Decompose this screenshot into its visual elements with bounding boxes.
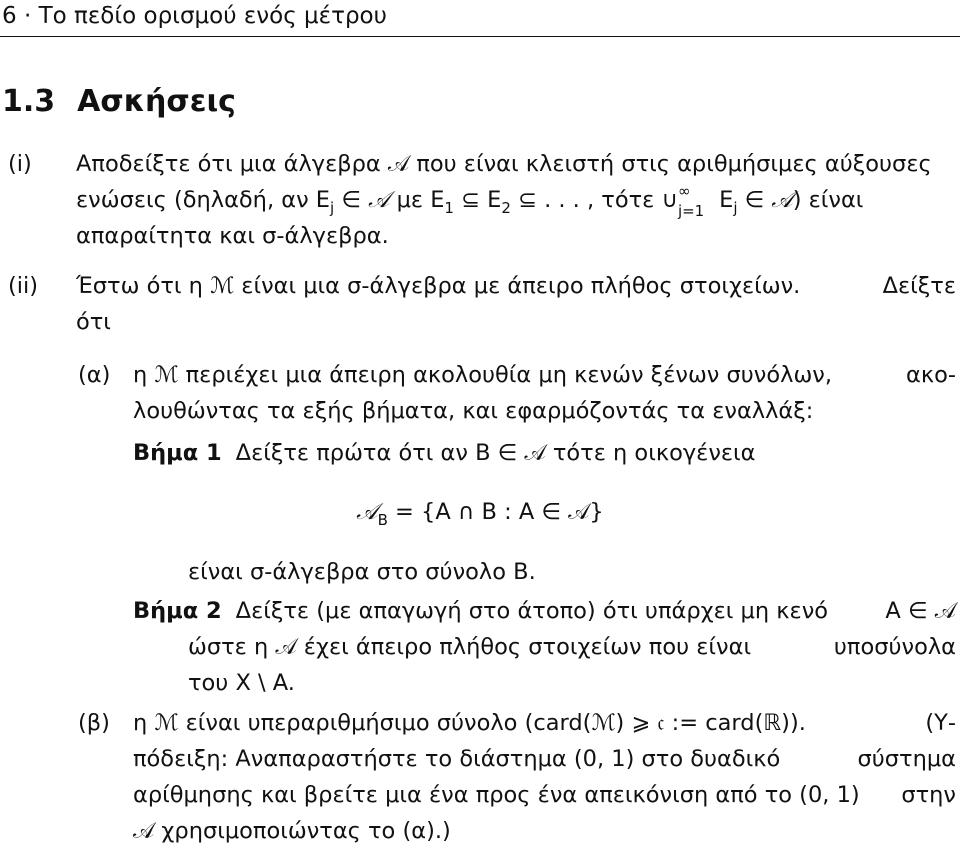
exercise-ii-line-1: [76, 268, 956, 304]
subseteq-symbol: ⊆: [461, 187, 480, 213]
display-equation: [0, 494, 960, 532]
part-beta-line-4: 𝒜 χρησιμοποιώντας το (α).): [133, 818, 451, 844]
part-beta-line-2: [133, 741, 956, 777]
exercise-i-text: [76, 146, 956, 254]
subscript-1: 1: [444, 199, 454, 217]
exercise-i-line-3: απαραίτητα και σ-άλγεβρα.: [76, 223, 389, 249]
text-run: η ℳ περιέχει μια άπειρη ακολουθία μη κενών ξένων συνόλων,: [133, 362, 833, 388]
section-heading: [2, 84, 236, 120]
text-run: στην: [901, 782, 956, 808]
step-2-continued: [188, 629, 956, 701]
part-beta-line-3: [133, 777, 956, 813]
step-2-label: Βήμα 2: [133, 598, 222, 624]
element-of-symbol: ∈: [341, 187, 361, 213]
text-run: με E: [396, 187, 445, 213]
step-2-line-3: του X \ A.: [188, 670, 295, 696]
equation-rhs: = {A ∩ B : A ∈ 𝒜}: [387, 499, 604, 525]
calligraphic-A: 𝒜: [356, 499, 378, 525]
exercise-i-line-1: Αποδείξτε ότι μια άλγεβρα 𝒜 που είναι κλειστή στις αριθμήσιμες αύξουσες: [76, 151, 932, 177]
set-E: E: [487, 187, 502, 213]
subscript-2: 2: [501, 199, 511, 217]
set-E: E: [719, 187, 734, 213]
subscript-j-equals-1: j=1: [677, 202, 705, 220]
step-1-after-text: είναι σ-άλγεβρα στο σύνολο B.: [188, 559, 536, 585]
text-run: Δείξτε: [882, 273, 956, 299]
text-run: υποσύνολα: [833, 634, 956, 660]
subscript-j: j: [330, 199, 335, 217]
header-rule: [0, 36, 960, 37]
text-run: πόδειξη: Αναπαραστήστε το διάστημα (0, 1) στο δυαδικό: [133, 746, 781, 772]
step-1-line: [133, 435, 956, 471]
step-1-label: Βήμα 1: [133, 440, 222, 466]
text-run: Δείξτε (με απαγωγή στο άτοπο) ότι υπάρχει μη κενό: [235, 598, 829, 624]
subscript-j: j: [733, 199, 738, 217]
part-beta-text: [133, 705, 956, 849]
exercise-ii-line-2: ότι: [76, 309, 111, 335]
text-run: ώστε η 𝒜 έχει άπειρο πλήθος στοιχείων που είναι: [188, 634, 752, 660]
element-of-symbol: ∈: [744, 187, 765, 213]
running-head: 6 · Το πεδίο ορισμού ενός μέτρου: [2, 3, 387, 29]
step-2-line-2: [188, 629, 956, 665]
part-alpha-line-1: [133, 357, 956, 393]
exercise-i-line-2: [76, 182, 956, 218]
text-run: η ℳ είναι υπεραριθμήσιμο σύνολο (card(ℳ) ⩾ 𝔠 := card(ℝ)).: [133, 710, 806, 736]
text-run: σύστημα: [857, 746, 956, 772]
step-2: [133, 593, 956, 629]
text-run: Έστω ότι η ℳ είναι μια σ-άλγεβρα με άπειρο πλήθος στοιχείων.: [76, 273, 801, 299]
step-1-conclusion: [188, 554, 956, 590]
step-1: [133, 435, 956, 471]
subscript-B: B: [377, 511, 388, 529]
text-run: A ∈ 𝒜: [885, 598, 956, 624]
part-beta-line-1: [133, 705, 956, 741]
exercise-ii-text: [76, 268, 956, 340]
text-run: ακο-: [906, 362, 956, 388]
step-1-text: Δείξτε πρώτα ότι αν B ∈ 𝒜 τότε η οικογένεια: [235, 440, 756, 466]
text-run: ) είναι: [792, 187, 864, 213]
text-run: (Υ-: [925, 710, 956, 736]
union-limits: [677, 182, 712, 220]
superscript-infinity: ∞: [677, 182, 691, 200]
calligraphic-A: 𝒜: [368, 187, 390, 213]
text-run: αρίθμησης και βρείτε μια ένα προς ένα απεικόνιση από το (0, 1): [133, 782, 860, 808]
text-run: ⊆ . . . , τότε ∪: [518, 187, 678, 213]
exercise-i-label: (i): [8, 151, 32, 177]
section-title: Ασκήσεις: [77, 84, 236, 119]
text-run: ενώσεις (δηλαδή, αν E: [76, 187, 331, 213]
calligraphic-A: 𝒜: [771, 187, 793, 213]
step-2-line-1: [133, 593, 956, 629]
part-alpha-line-2: λουθώντας τα εξής βήματα, και εφαρμόζοντάς τα εναλλάξ:: [133, 398, 814, 424]
part-beta-label: (β): [78, 710, 110, 736]
section-number: 1.3: [2, 84, 56, 119]
part-alpha-text: [133, 357, 956, 429]
part-alpha-label: (α): [78, 362, 111, 388]
exercise-ii-label: (ii): [8, 273, 39, 299]
